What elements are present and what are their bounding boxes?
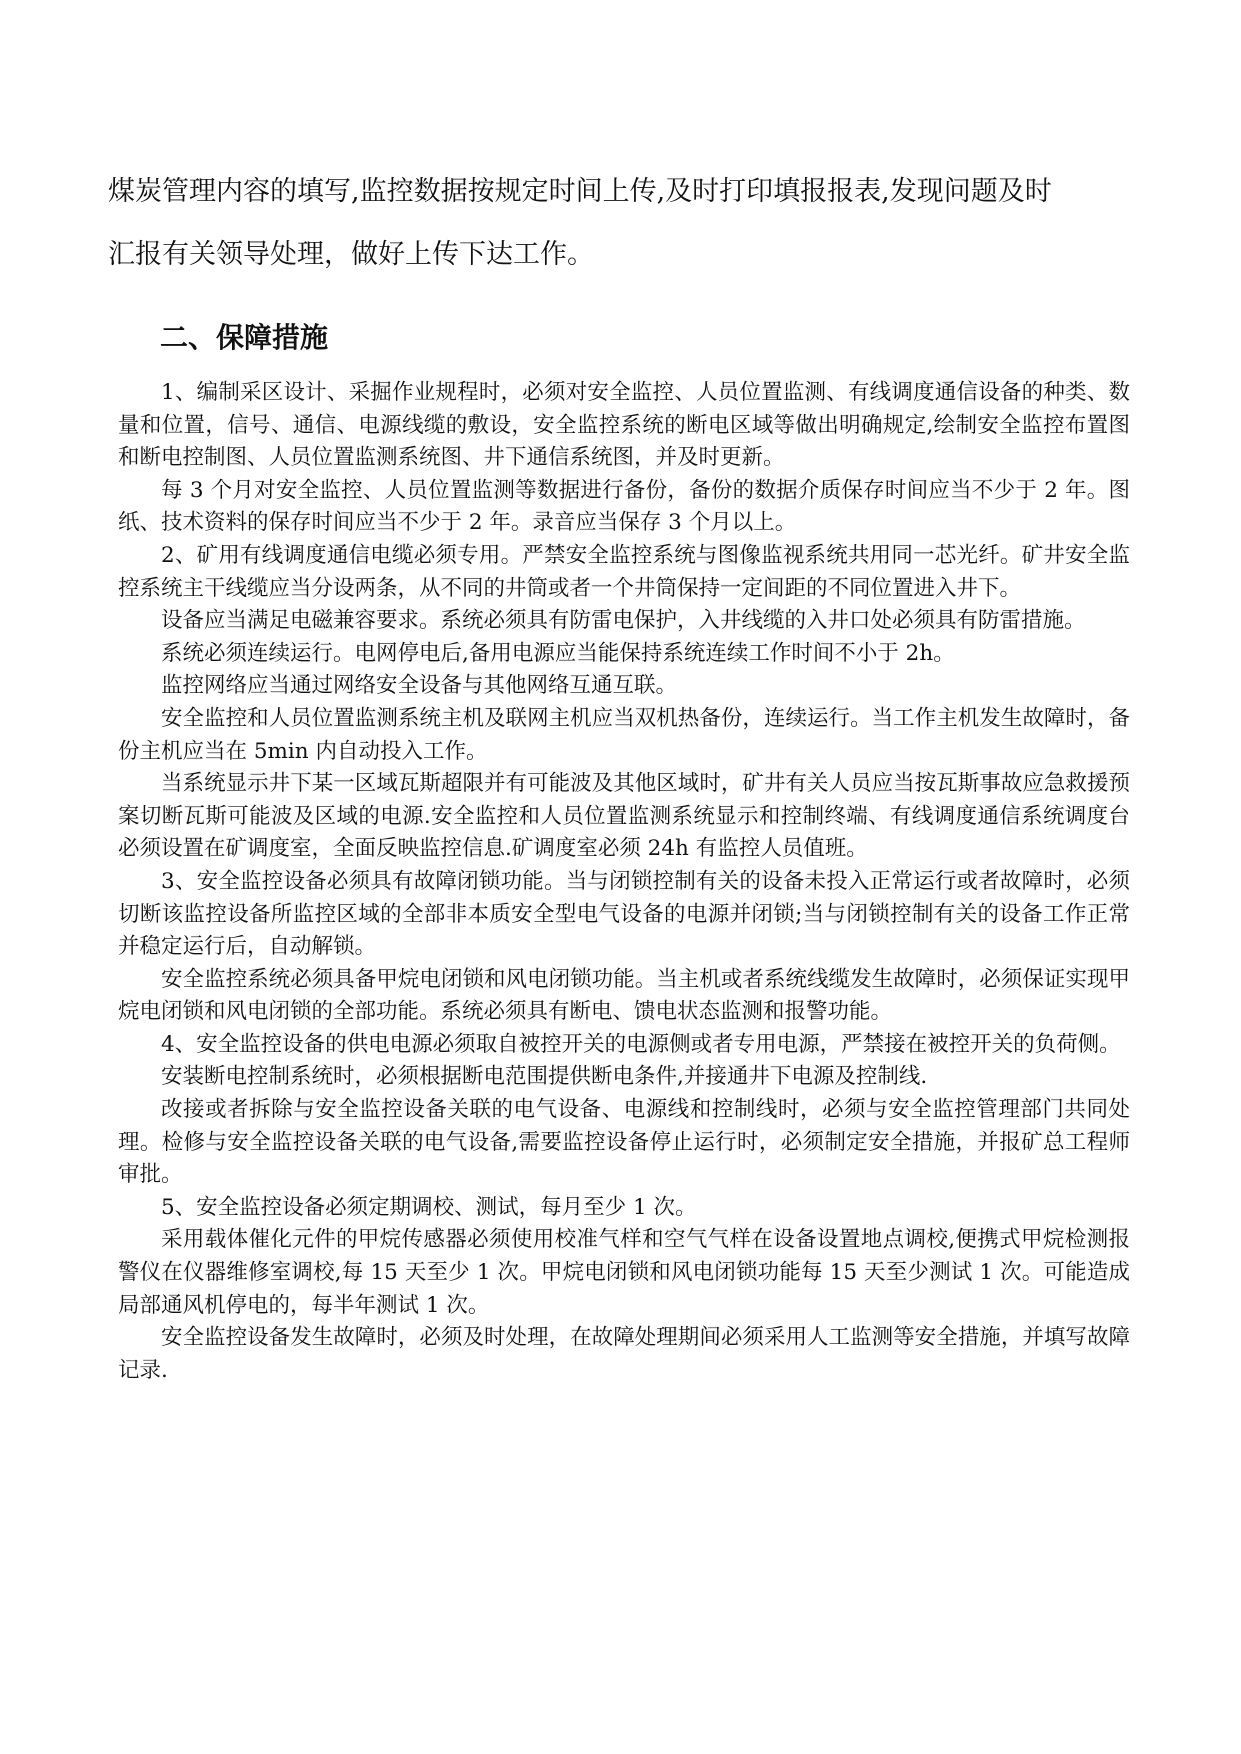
paragraph: 2、矿用有线调度通信电缆必须专用。严禁安全监控系统与图像监视系统共用同一芯光纤。矿井安全监控系统主干线缆应当分设两条，从不同的井筒或者一个井筒保持一定间距的不同位置进入井下。: [118, 542, 1130, 601]
paragraph: 1、编制采区设计、采掘作业规程时，必须对安全监控、人员位置监测、有线调度通信设备的种类、数量和位置，信号、通信、电源线缆的敷设，安全监控系统的断电区域等做出明确规定,绘制安全监控布置图和断电控制图、人员位置监测系统图、井下通信系统图，并及时更新。: [118, 380, 1130, 471]
section-title: 二、保障措施: [160, 321, 329, 354]
paragraph: 采用载体催化元件的甲烷传感器必须使用校准气样和空气气样在设备设置地点调校,便携式甲烷检测报警仪在仪器维修室调校,每 15 天至少 1 次。甲烷电闭锁和风电闭锁功能每 15 天至少测试 1 次。可能造成局部通风机停电的，每半年测试 1 次。: [118, 1227, 1130, 1318]
section-body: [118, 377, 1130, 1387]
paragraph: 设备应当满足电磁兼容要求。系统必须具有防雷电保护，入井线缆的入井口处必须具有防雷措施。: [161, 608, 1086, 634]
paragraph: 当系统显示井下某一区域瓦斯超限并有可能波及其他区域时，矿井有关人员应当按瓦斯事故应急救援预案切断瓦斯可能波及区域的电源.安全监控和人员位置监测系统显示和控制终端、有线调度通信系统调度台必须设置在矿调度室，全面反映监控信息.矿调度室必须 24h 有监控人员值班。: [118, 771, 1130, 862]
paragraph: 系统必须连续运行。电网停电后,备用电源应当能保持系统连续工作时间不小于 2h。: [161, 640, 955, 666]
paragraph: 监控网络应当通过网络安全设备与其他网络互通互联。: [161, 673, 678, 699]
paragraph: 3、安全监控设备必须具有故障闭锁功能。当与闭锁控制有关的设备未投入正常运行或者故障时，必须切断该监控设备所监控区域的全部非本质安全型电气设备的电源并闭锁;当与闭锁控制有关的设备工作正常并稳定运行后，自动解锁。: [118, 868, 1130, 960]
paragraph: 安全监控系统必须具备甲烷电闭锁和风电闭锁功能。当主机或者系统线缆发生故障时，必须保证实现甲烷电闭锁和风电闭锁的全部功能。系统必须具有断电、馈电状态监测和报警功能。: [118, 966, 1130, 1025]
intro-paragraph: [108, 160, 1138, 286]
paragraph: 每 3 个月对安全监控、人员位置监测等数据进行备份，备份的数据介质保存时间应当不少于 2 年。图纸、技术资料的保存时间应当不少于 2 年。录音应当保存 3 个月以上。: [118, 477, 1130, 536]
intro-line: 煤炭管理内容的填写,监控数据按规定时间上传,及时打印填报报表,发现问题及时: [108, 176, 1052, 207]
intro-line: 汇报有关领导处理，做好上传下达工作。: [108, 239, 594, 270]
paragraph: 安全监控和人员位置监测系统主机及联网主机应当双机热备份，连续运行。当工作主机发生故障时，备份主机应当在 5min 内自动投入工作。: [118, 705, 1130, 764]
paragraph: 安全监控设备发生故障时，必须及时处理，在故障处理期间必须采用人工监测等安全措施，并填写故障记录.: [118, 1325, 1130, 1383]
paragraph: 5、安全监控设备必须定期调校、测试，每月至少 1 次。: [161, 1194, 697, 1220]
paragraph: 改接或者拆除与安全监控设备关联的电气设备、电源线和控制线时，必须与安全监控管理部门共同处理。检修与安全监控设备关联的电气设备,需要监控设备停止运行时，必须制定安全措施，并报矿总工程师审批。: [118, 1097, 1130, 1188]
paragraph: 4、安全监控设备的供电电源必须取自被控开关的电源侧或者专用电源，严禁接在被控开关的负荷侧。: [161, 1031, 1121, 1057]
paragraph: 安装断电控制系统时，必须根据断电范围提供断电条件,并接通井下电源及控制线.: [161, 1064, 928, 1090]
